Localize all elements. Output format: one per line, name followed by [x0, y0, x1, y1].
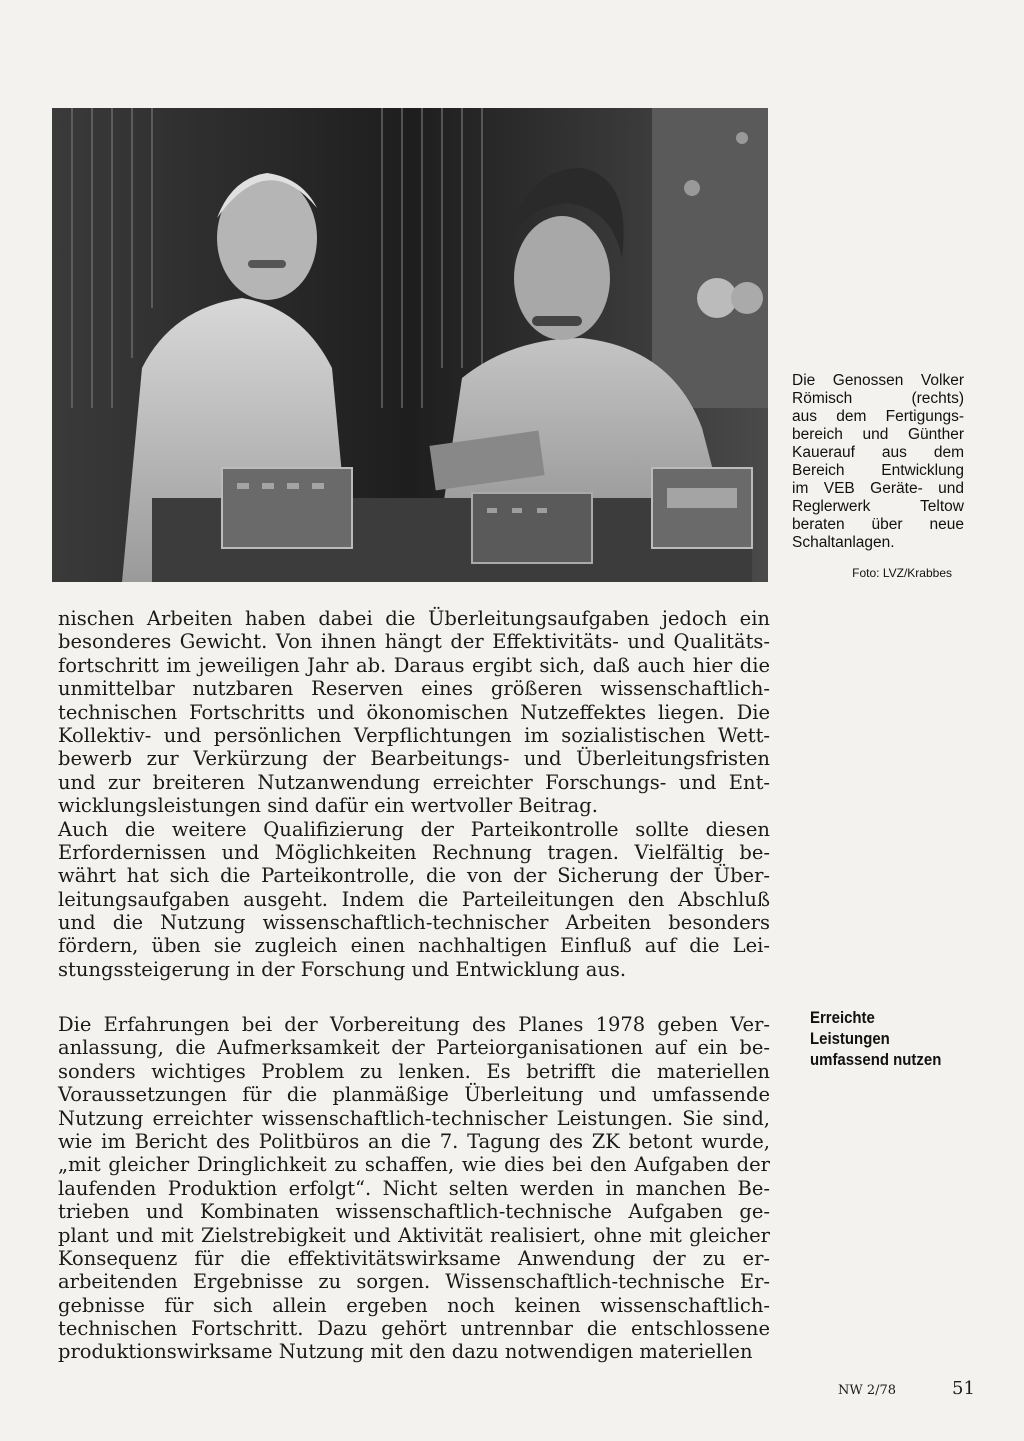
text-line: plant und mit Zielstrebigkeit und Aktivität realisiert, ohne mit gleicher: [58, 1223, 770, 1247]
photo-caption: [792, 372, 964, 552]
text-line: Die Erfahrungen bei der Vorbereitung des Planes 1978 geben Ver-: [58, 1013, 770, 1036]
text-line: laufenden Produktion erfolgt“. Nicht selten werden in manchen Be-: [58, 1176, 770, 1200]
text-line: „mit gleicher Dringlichkeit zu schaffen, wie dies bei den Aufgaben der: [58, 1153, 770, 1177]
text-line: wie im Bericht des Politbüros an die 7. Tagung des ZK betont wurde,: [58, 1129, 770, 1153]
text-line: arbeitenden Ergebnisse zu sorgen. Wissenschaftlich-technische Er-: [58, 1270, 770, 1294]
text-line: nischen Arbeiten haben dabei die Überleitungsaufgaben jedoch ein: [58, 607, 770, 630]
caption-line: Schaltanlagen.: [792, 534, 895, 551]
text-line: fortschritt im jeweiligen Jahr ab. Daraus ergibt sich, daß auch hier die: [58, 653, 770, 677]
text-line: fördern, üben sie zugleich einen nachhaltigen Einfluß auf die Lei-: [58, 934, 770, 958]
text-line: Auch die weitere Qualifizierung der Parteikontrolle sollte diesen: [58, 817, 770, 841]
text-line: Kollektiv- und persönlichen Verpflichtungen im sozialistischen Wett-: [58, 723, 770, 747]
photo: [52, 108, 768, 582]
body-paragraph-2: [58, 1013, 770, 1364]
page-number: 51: [952, 1378, 975, 1399]
text-line: bewerb zur Verkürzung der Bearbeitungs- und Überleitungsfristen: [58, 747, 770, 771]
marginal-heading: [810, 1007, 960, 1070]
text-line: unmittelbar nutzbaren Reserven eines größeren wissenschaftlich-: [58, 677, 770, 701]
text-line: technischen Fortschritts und ökonomischen Nutzeffektes liegen. Die: [58, 700, 770, 724]
text-line: anlassung, die Aufmerksamkeit der Parteiorganisationen auf ein be-: [58, 1036, 770, 1060]
caption-line: Kauerauf aus dem: [792, 444, 964, 461]
caption-line: Reglerwerk Teltow: [792, 498, 964, 515]
text-line: und die Nutzung wissenschaftlich-technischer Arbeiten besonders: [58, 911, 770, 935]
caption-line: Römisch (rechts): [792, 390, 964, 407]
text-line: Nutzung erreichter wissenschaftlich-technischer Leistungen. Sie sind,: [58, 1106, 770, 1130]
text-line: besonderes Gewicht. Von ihnen hängt der Effektivitäts- und Qualitäts-: [58, 630, 770, 654]
footer-issue: NW 2/78: [838, 1383, 897, 1398]
text-line: Voraussetzungen für die planmäßige Überleitung und umfassende: [58, 1083, 770, 1107]
text-line: stungssteigerung in der Forschung und Entwicklung aus.: [58, 957, 627, 981]
marginal-heading-line: Erreichte: [810, 1008, 875, 1027]
photo-two-men-with-circuit-boards-icon: [52, 108, 768, 582]
marginal-heading-line: Leistungen: [810, 1029, 890, 1048]
marginal-heading-line: umfassend nutzen: [810, 1050, 942, 1069]
caption-line: aus dem Fertigungs-: [792, 408, 964, 425]
text-line: wicklungsleistungen sind dafür ein wertvoller Beitrag.: [58, 794, 598, 818]
text-line: Erfordernissen und Möglichkeiten Rechnung tragen. Vielfältig be-: [58, 840, 770, 864]
caption-line: beraten über neue: [792, 516, 964, 533]
text-line: trieben und Kombinaten wissenschaftlich-technische Aufgaben ge-: [58, 1200, 770, 1224]
text-line: produktionswirksame Nutzung mit den dazu notwendigen materiellen: [58, 1340, 753, 1364]
text-line: sonders wichtiges Problem zu lenken. Es betrifft die materiellen: [58, 1059, 770, 1083]
text-line: leitungsaufgaben ausgeht. Indem die Parteileitungen den Abschluß: [58, 887, 770, 911]
text-line: und zur breiteren Nutzanwendung erreichter Forschungs- und Ent-: [58, 770, 770, 794]
caption-line: bereich und Günther: [792, 426, 964, 443]
caption-line: Die Genossen Volker: [792, 372, 964, 389]
text-line: technischen Fortschritt. Dazu gehört untrennbar die entschlossene: [58, 1317, 770, 1341]
text-line: Konsequenz für die effektivitätswirksame Anwendung der zu er-: [58, 1246, 770, 1270]
caption-line: im VEB Geräte- und: [792, 480, 964, 497]
caption-line: Bereich Entwicklung: [792, 462, 964, 479]
photo-credit: Foto: LVZ/Krabbes: [852, 566, 952, 580]
text-line: gebnisse für sich allein ergeben noch keinen wissenschaftlich-: [58, 1293, 770, 1317]
text-line: währt hat sich die Parteikontrolle, die von der Sicherung der Über-: [58, 864, 770, 888]
body-paragraph-1: [58, 607, 770, 981]
